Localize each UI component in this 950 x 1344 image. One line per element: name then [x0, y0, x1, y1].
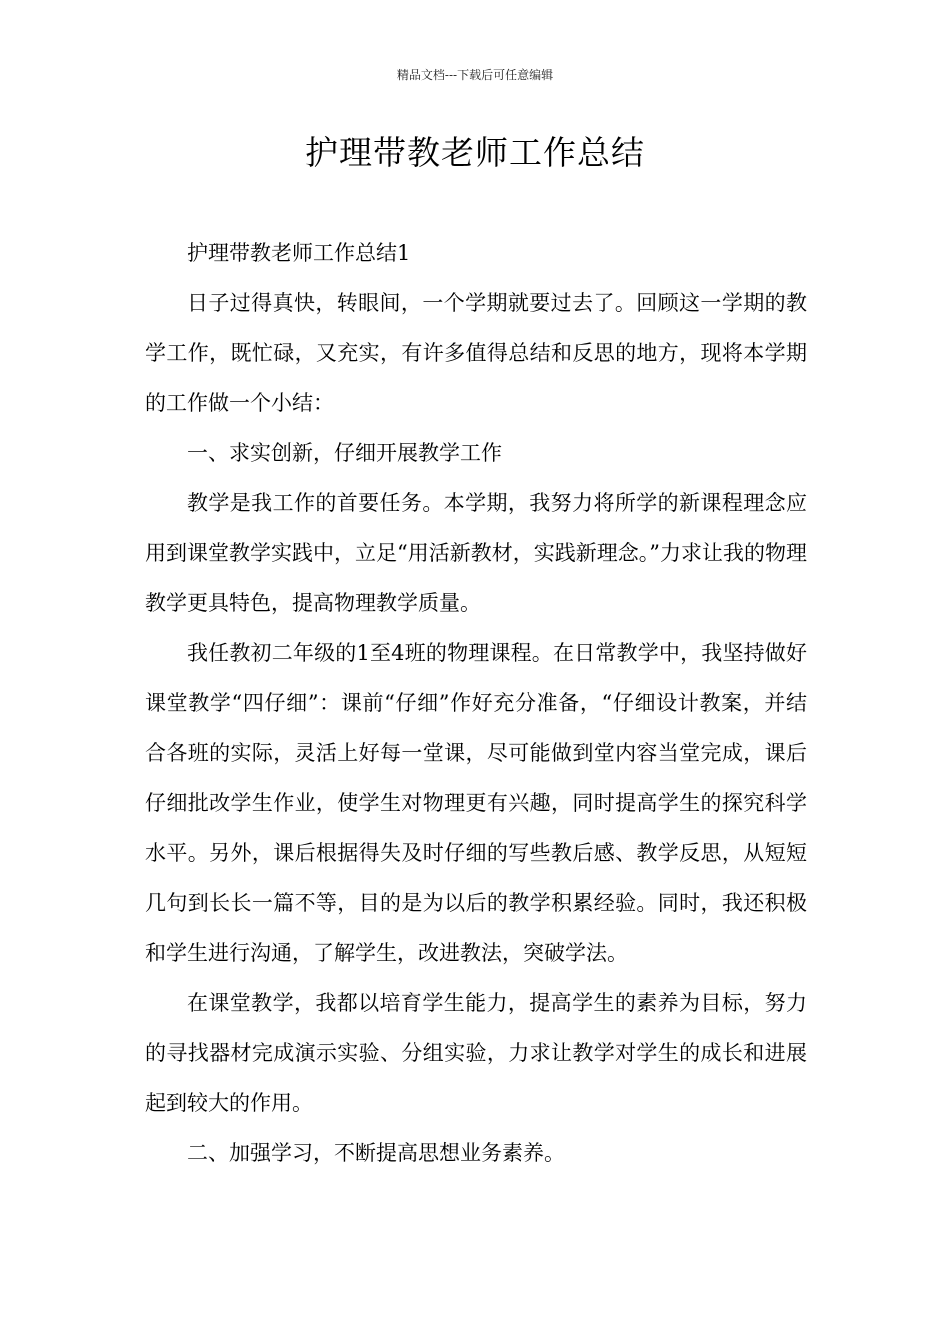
paragraph-teaching-task: 教学是我工作的首要任务。本学期，我努力将所学的新课程理念应用到课堂教学实践中，立足“用活新教材，实践新理念。”力求让我的物理教学更具特色，提高物理教学质量。	[145, 491, 807, 615]
paragraph-intro: 日子过得真快，转眼间，一个学期就要过去了。回顾这一学期的教学工作，既忙碌，又充实，有许多值得总结和反思的地方，现将本学期的工作做一个小结：	[145, 291, 807, 415]
paragraph-classes: 我任教初二年级的1至4班的物理课程。在日常教学中，我坚持做好课堂教学“四仔细”：课前“仔细”作好充分准备，“仔细设计教案，并结合各班的实际，灵活上好每一堂课，尽可能做到堂内容当堂完成，课后仔细批改学生作业，使学生对物理更有兴趣，同时提高学生的探究科学水平。另外，课后根据得失及时仔细的写些教后感、教学反思，从短短几句到长长一篇不等，目的是为以后的教学积累经验。同时，我还积极和学生进行沟通，了解学生，改进教法，突破学法。	[145, 641, 807, 965]
subheading-two: 二、加强学习，不断提高思想业务素养。	[187, 1141, 565, 1165]
document-body	[145, 228, 807, 1178]
header-note: 精品文档---下载后可任意编辑	[396, 68, 554, 82]
paragraph-classroom: 在课堂教学，我都以培育学生能力，提高学生的素养为目标，努力的寻找器材完成演示实验、分组实验，力求让教学对学生的成长和进展起到较大的作用。	[145, 991, 807, 1115]
section-heading-1: 护理带教老师工作总结1	[187, 241, 411, 265]
document-title: 护理带教老师工作总结	[305, 133, 645, 172]
subheading-one: 一、求实创新，仔细开展教学工作	[187, 441, 502, 465]
